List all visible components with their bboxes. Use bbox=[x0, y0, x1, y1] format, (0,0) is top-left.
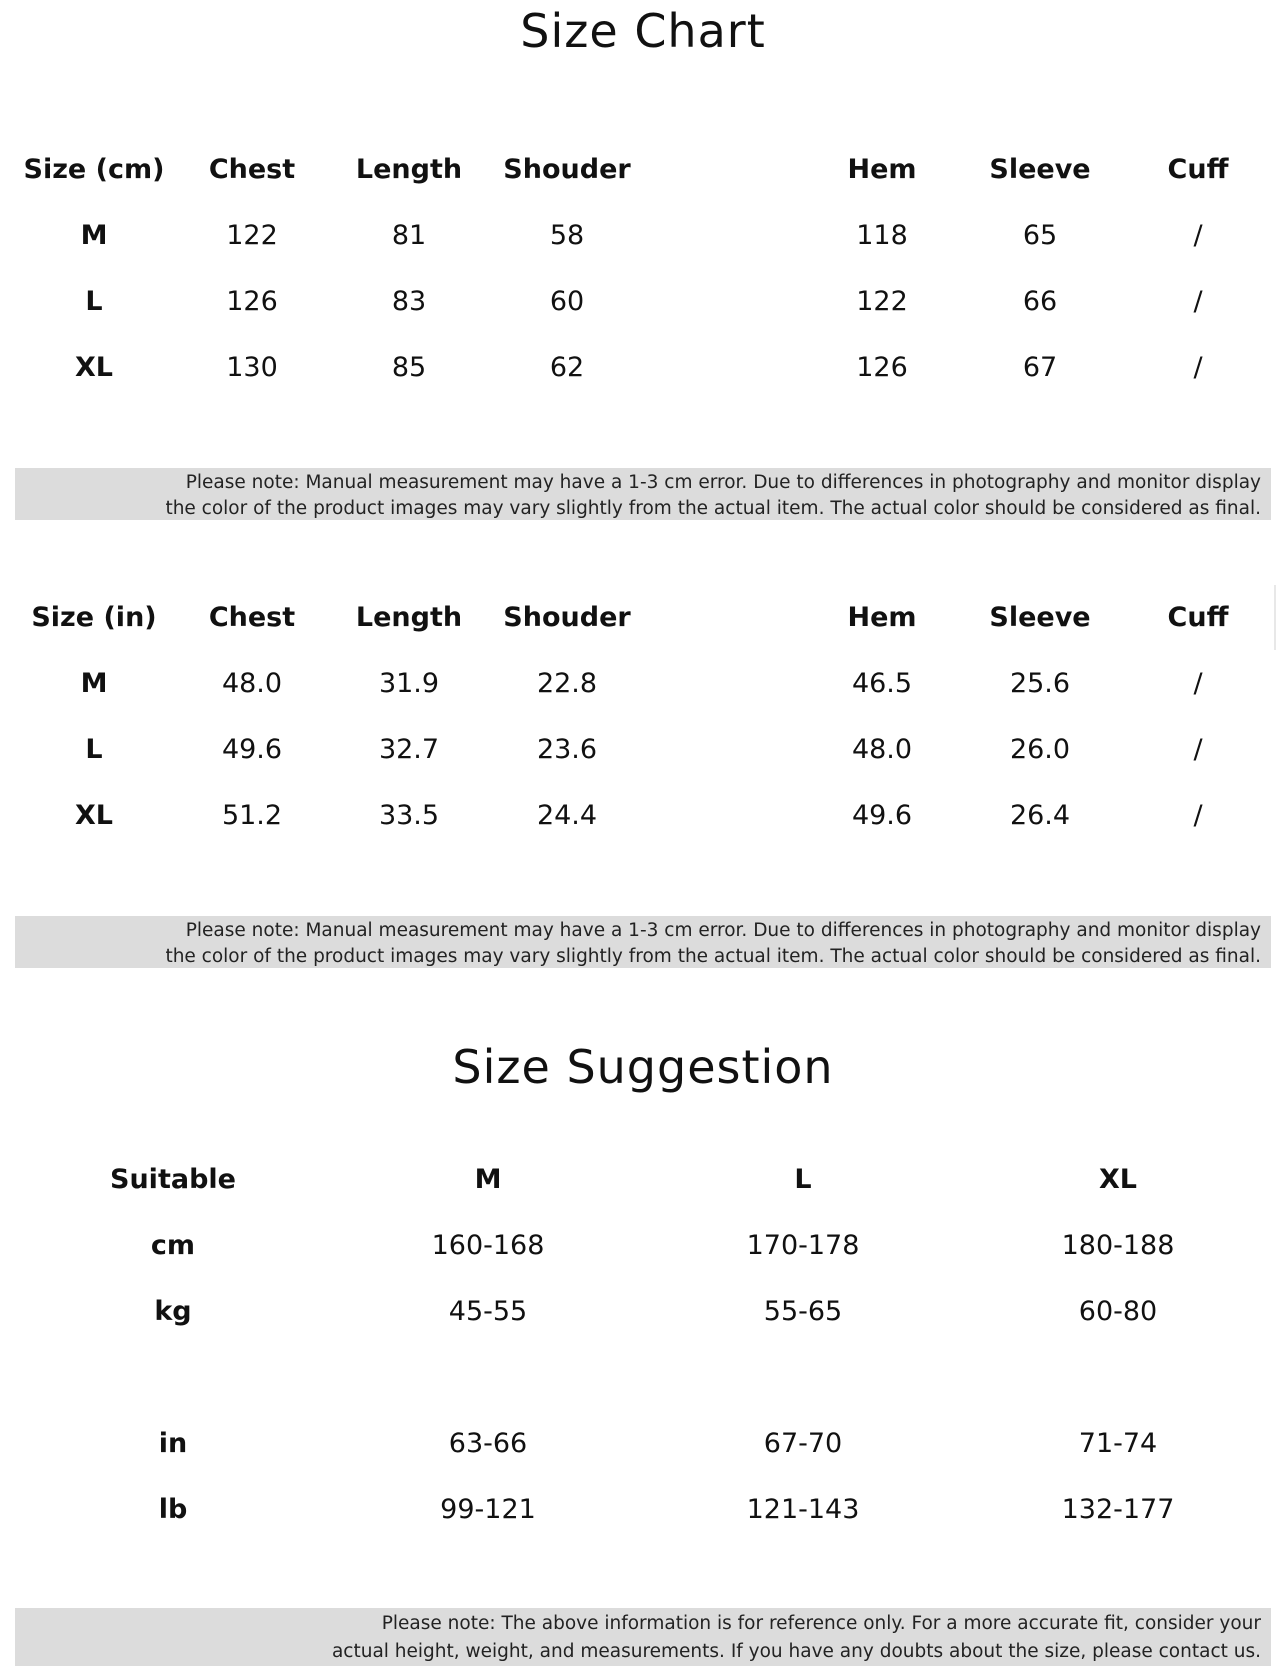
table-row bbox=[0, 1292, 1286, 1332]
table-row bbox=[0, 282, 1286, 322]
column-header: Cuff bbox=[1167, 602, 1229, 633]
row-label: XL bbox=[74, 800, 114, 831]
table-cell: 180-188 bbox=[1061, 1230, 1175, 1261]
table-row bbox=[0, 216, 1286, 256]
table-cell: 122 bbox=[226, 220, 278, 251]
table-cell: / bbox=[1193, 286, 1203, 317]
table-cell: 71-74 bbox=[1078, 1428, 1158, 1459]
note-line: Please note: Manual measurement may have a 1-3 cm error. Due to differences in photography and monitor display bbox=[185, 472, 1261, 493]
table-cell: / bbox=[1193, 352, 1203, 383]
table-cell: 46.5 bbox=[851, 668, 913, 699]
table-header-row bbox=[0, 1160, 1286, 1200]
table-cell: 49.6 bbox=[851, 800, 913, 831]
table-cell: / bbox=[1193, 800, 1203, 831]
table-cell: 32.7 bbox=[378, 734, 440, 765]
table-cell: 49.6 bbox=[221, 734, 283, 765]
table-cell: 81 bbox=[391, 220, 427, 251]
column-header: Sleeve bbox=[989, 154, 1091, 185]
table-cell: 60 bbox=[549, 286, 585, 317]
row-label: L bbox=[85, 286, 103, 317]
table-cell: 132-177 bbox=[1061, 1494, 1175, 1525]
table-cell: 130 bbox=[226, 352, 278, 383]
column-header: L bbox=[794, 1164, 812, 1195]
table-cell: 160-168 bbox=[431, 1230, 545, 1261]
table-cell: 55-65 bbox=[763, 1296, 843, 1327]
table-cell: 67 bbox=[1022, 352, 1058, 383]
note-line: the color of the product images may vary slightly from the actual item. The actual color should be considered as final. bbox=[165, 498, 1261, 519]
table-cell: / bbox=[1193, 734, 1203, 765]
table-cell: 23.6 bbox=[536, 734, 598, 765]
measurement-note-cm bbox=[15, 468, 1271, 520]
table-cell: 62 bbox=[549, 352, 585, 383]
table-cell: 33.5 bbox=[378, 800, 440, 831]
row-label: XL bbox=[74, 352, 114, 383]
table-header-row bbox=[0, 150, 1286, 190]
table-header-row bbox=[0, 598, 1286, 638]
column-header: Chest bbox=[208, 154, 296, 185]
table-cell: 99-121 bbox=[440, 1494, 536, 1525]
table-cell: 51.2 bbox=[221, 800, 283, 831]
table-cell: 126 bbox=[856, 352, 908, 383]
row-label: in bbox=[158, 1428, 188, 1459]
table-cell: 85 bbox=[391, 352, 427, 383]
column-header: Suitable bbox=[110, 1164, 236, 1195]
column-header: Cuff bbox=[1167, 154, 1229, 185]
row-label: kg bbox=[154, 1296, 192, 1327]
table-cell: 26.4 bbox=[1009, 800, 1071, 831]
column-header: Length bbox=[355, 154, 463, 185]
table-row bbox=[0, 664, 1286, 704]
column-header: Hem bbox=[847, 602, 917, 633]
row-label: L bbox=[85, 734, 103, 765]
table-cell: 67-70 bbox=[763, 1428, 843, 1459]
table-cell: 26.0 bbox=[1009, 734, 1071, 765]
table-cell: 122 bbox=[856, 286, 908, 317]
row-label: cm bbox=[150, 1230, 196, 1261]
table-cell: 58 bbox=[549, 220, 585, 251]
size-chart-title: Size Chart bbox=[520, 4, 766, 58]
note-line: actual height, weight, and measurements. If you have any doubts about the size, please contact us. bbox=[331, 1641, 1261, 1662]
measurement-note-in bbox=[15, 916, 1271, 968]
column-header: Shouder bbox=[503, 602, 631, 633]
table-row bbox=[0, 348, 1286, 388]
table-cell: 22.8 bbox=[536, 668, 598, 699]
table-cell: 126 bbox=[226, 286, 278, 317]
column-header: Length bbox=[355, 602, 463, 633]
table-cell: / bbox=[1193, 220, 1203, 251]
table-cell: 63-66 bbox=[448, 1428, 528, 1459]
column-header: Size (in) bbox=[31, 602, 157, 633]
table-cell: 65 bbox=[1022, 220, 1058, 251]
row-label: M bbox=[80, 220, 108, 251]
note-line: Please note: Manual measurement may have a 1-3 cm error. Due to differences in photography and monitor display bbox=[185, 920, 1261, 941]
table-cell: 45-55 bbox=[448, 1296, 528, 1327]
table-cell: 60-80 bbox=[1078, 1296, 1158, 1327]
column-header: XL bbox=[1098, 1164, 1138, 1195]
table-cell: 48.0 bbox=[851, 734, 913, 765]
note-line: the color of the product images may vary slightly from the actual item. The actual color should be considered as final. bbox=[165, 946, 1261, 967]
column-header: Sleeve bbox=[989, 602, 1091, 633]
table-cell: 48.0 bbox=[221, 668, 283, 699]
table-row bbox=[0, 796, 1286, 836]
table-row bbox=[0, 1490, 1286, 1530]
row-label: M bbox=[80, 668, 108, 699]
row-label: lb bbox=[158, 1494, 188, 1525]
table-cell: 24.4 bbox=[536, 800, 598, 831]
column-header: M bbox=[474, 1164, 502, 1195]
column-header: Chest bbox=[208, 602, 296, 633]
table-cell: 25.6 bbox=[1009, 668, 1071, 699]
table-cell: 66 bbox=[1022, 286, 1058, 317]
table-row bbox=[0, 1226, 1286, 1266]
size-suggestion-title: Size Suggestion bbox=[452, 1040, 834, 1094]
table-cell: 170-178 bbox=[746, 1230, 860, 1261]
column-header: Hem bbox=[847, 154, 917, 185]
table-cell: 31.9 bbox=[378, 668, 440, 699]
table-cell: 118 bbox=[856, 220, 908, 251]
table-row bbox=[0, 1424, 1286, 1464]
table-cell: / bbox=[1193, 668, 1203, 699]
column-header: Shouder bbox=[503, 154, 631, 185]
table-cell: 121-143 bbox=[746, 1494, 860, 1525]
note-line: Please note: The above information is for reference only. For a more accurate fit, consider your bbox=[381, 1613, 1261, 1634]
table-row bbox=[0, 730, 1286, 770]
column-header: Size (cm) bbox=[23, 154, 165, 185]
size-suggestion-note bbox=[15, 1608, 1271, 1666]
table-cell: 83 bbox=[391, 286, 427, 317]
